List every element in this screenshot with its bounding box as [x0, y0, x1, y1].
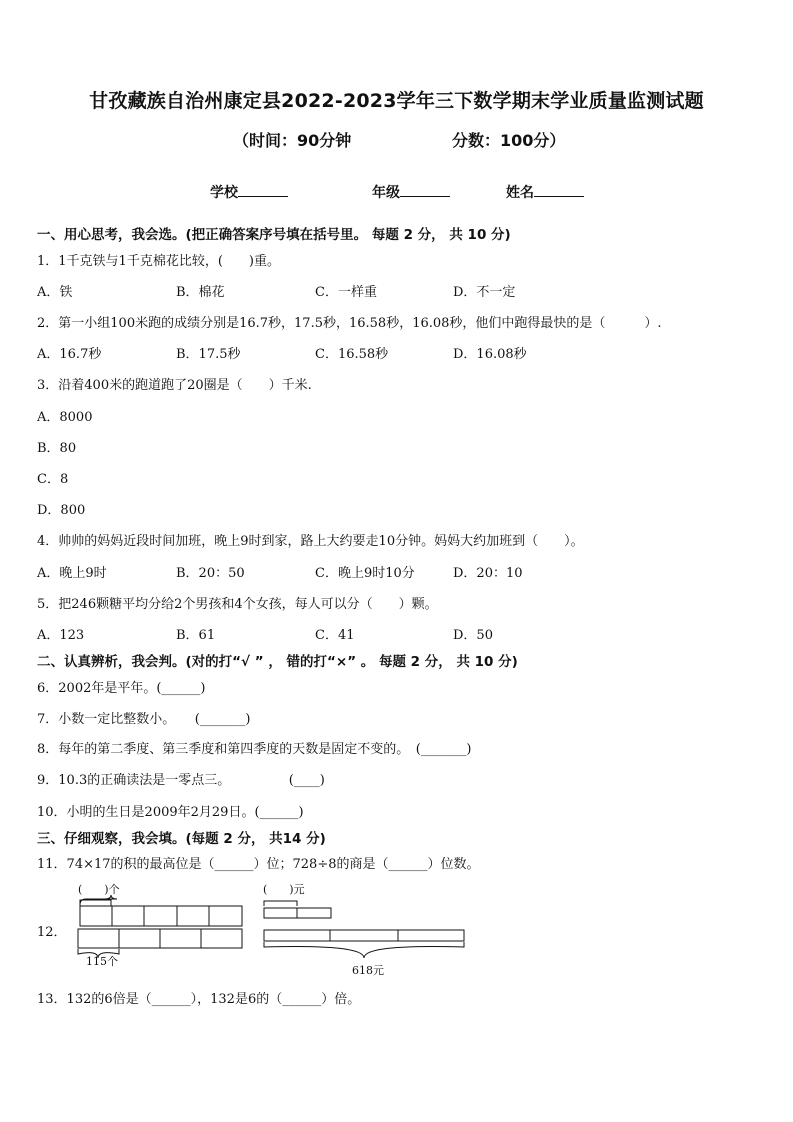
question-1: 1．1千克铁与1千克棉花比较，( )重。 [37, 254, 280, 269]
q4-option-a[interactable]: A．晚上9时 [37, 566, 107, 581]
question-4: 4．帅帅的妈妈近段时间加班，晚上9时到家，路上大约要走10分钟。妈妈大约加班到（ ）。 [37, 534, 584, 549]
question-7[interactable]: 7．小数一定比整数小。 (_______) [37, 712, 251, 727]
question-11[interactable]: 11．74×17的积的最高位是（______）位；728÷8的商是（______）位数。 [37, 857, 480, 872]
q3-option-c[interactable]: C．8 [37, 472, 69, 487]
section-2-heading: 二、认真辨析，我会判。(对的打“√ ” ， 错的打“×” 。 每题 2 分， 共 10 分) [37, 654, 518, 670]
question-10[interactable]: 10．小明的生日是2009年2月29日。(______) [37, 805, 304, 820]
fig2-bottom-label: 618元 [352, 964, 384, 977]
section-1-heading: 一、用心思考，我会选。(把正确答案序号填在括号里。 每题 2 分， 共 10 分) [37, 227, 511, 243]
question-6[interactable]: 6．2002年是平年。(______) [37, 681, 206, 696]
q3-option-d[interactable]: D．800 [37, 503, 86, 518]
q3-option-b[interactable]: B．80 [37, 441, 77, 456]
exam-time: （时间：90分钟 [233, 131, 352, 150]
q2-option-c[interactable]: C．16.58秒 [315, 347, 389, 362]
q1-option-c[interactable]: C．一样重 [315, 285, 377, 300]
grade-label: 年级 [372, 185, 400, 201]
section-3-heading: 三、仔细观察，我会填。(每题 2 分， 共14 分) [37, 831, 326, 847]
exam-score: 分数：100分） [452, 131, 566, 150]
question-13[interactable]: 13．132的6倍是（______），132是6的（______）倍。 [37, 992, 361, 1007]
question-8[interactable]: 8．每年的第二季度、第三季度和第四季度的天数是固定不变的。 (_______) [37, 742, 472, 757]
q5-option-a[interactable]: A．123 [37, 628, 85, 643]
q5-option-c[interactable]: C．41 [315, 628, 355, 643]
q5-option-d[interactable]: D．50 [453, 628, 493, 643]
question-9[interactable]: 9．10.3的正确读法是一零点三。 (____) [37, 773, 325, 788]
fig1-top-label[interactable]: ( )个 [78, 883, 120, 896]
q1-option-d[interactable]: D．不一定 [453, 285, 516, 300]
question-5: 5．把246颗糖平均分给2个男孩和4个女孩，每人可以分（ ）颗。 [37, 597, 438, 612]
q4-option-d[interactable]: D．20：10 [453, 566, 523, 581]
q3-option-a[interactable]: A．8000 [37, 410, 93, 425]
q1-option-a[interactable]: A．铁 [37, 285, 73, 300]
page-title: 甘孜藏族自治州康定县2022-2023学年三下数学期末学业质量监测试题 [89, 90, 704, 112]
question-2: 2．第一小组100米跑的成绩分别是16.7秒，17.5秒，16.58秒，16.08秒，他们中跑得最快的是（ ）. [37, 316, 662, 331]
name-label: 姓名 [506, 185, 534, 201]
q4-option-b[interactable]: B．20：50 [176, 566, 245, 581]
q2-option-a[interactable]: A．16.7秒 [37, 347, 102, 362]
q4-option-c[interactable]: C．晚上9时10分 [315, 566, 415, 581]
q2-option-b[interactable]: B．17.5秒 [176, 347, 241, 362]
school-label: 学校 [210, 185, 238, 201]
q5-option-b[interactable]: B．61 [176, 628, 216, 643]
fig1-bottom-label: 115个 [86, 955, 118, 968]
q1-option-b[interactable]: B．棉花 [176, 285, 225, 300]
fig2-top-label[interactable]: ( )元 [263, 883, 305, 896]
question-3: 3．沿着400米的跑道跑了20圈是（ ）千米. [37, 378, 312, 393]
q2-option-d[interactable]: D．16.08秒 [453, 347, 527, 362]
question-12-label: 12． [37, 925, 67, 940]
